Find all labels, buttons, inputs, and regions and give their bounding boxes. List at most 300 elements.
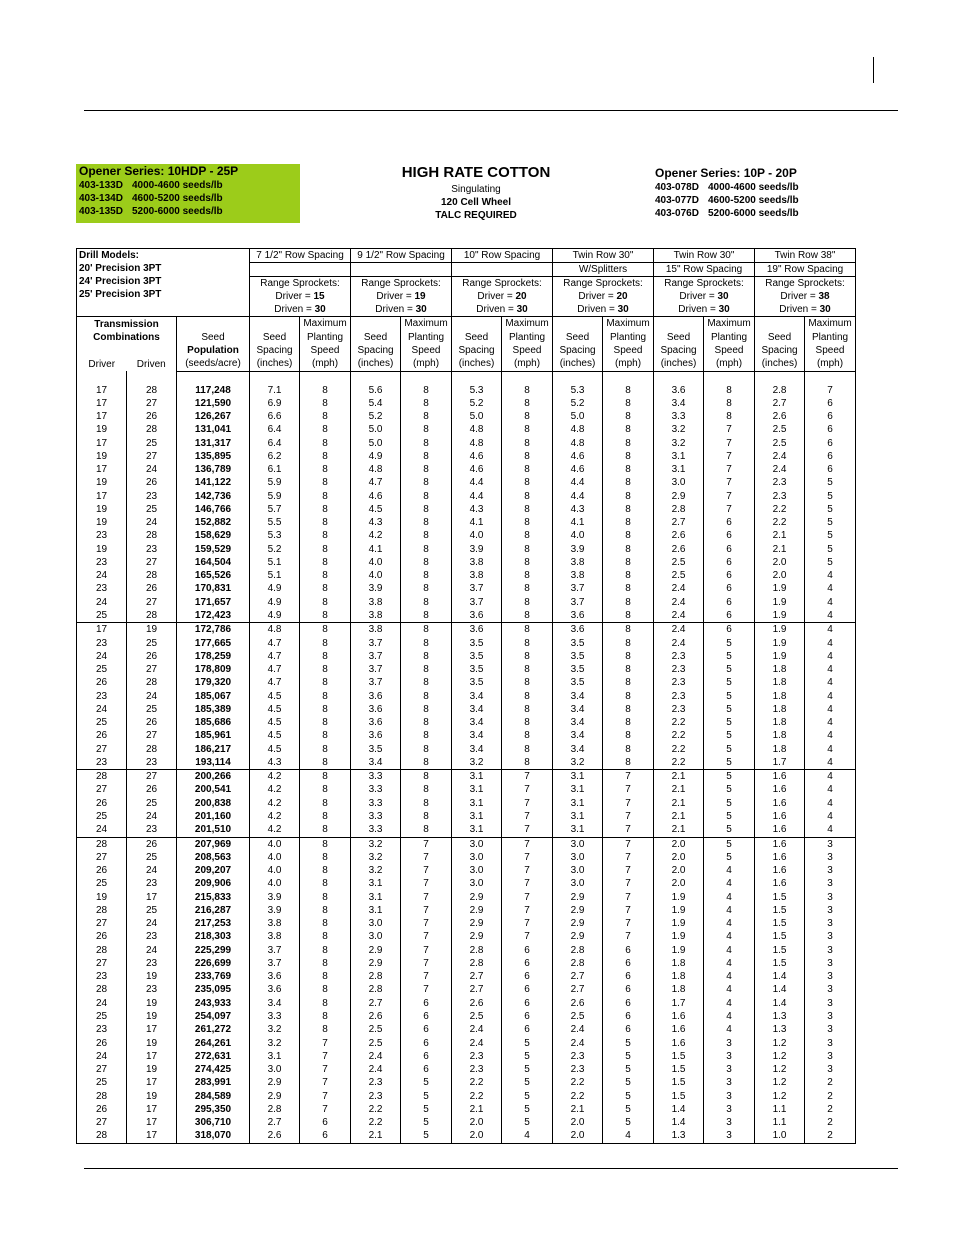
table-row — [77, 997, 856, 1010]
seed-spacing-cell: 1.5 — [654, 1090, 704, 1103]
max-speed-cell: 5 — [603, 1116, 654, 1129]
seed-spacing-cell: 5.2 — [553, 397, 603, 410]
max-speed-cell: 5 — [502, 1090, 553, 1103]
population-cell: 164,504 — [177, 556, 250, 569]
max-speed-cell: 4 — [603, 1129, 654, 1143]
seed-spacing-cell: 2.1 — [755, 543, 805, 556]
seed-spacing-cell: 1.6 — [654, 1010, 704, 1023]
population-cell: 170,831 — [177, 582, 250, 595]
seed-spacing-cell: 6.6 — [250, 410, 300, 423]
max-speed-cell: 8 — [300, 569, 351, 582]
max-speed-cell: 3 — [704, 1063, 755, 1076]
driven-cell: 26 — [127, 783, 177, 796]
max-speed-cell: 8 — [300, 851, 351, 864]
seed-size: 4000-4600 seeds/lb — [132, 180, 223, 191]
driver-cell: 26 — [77, 1037, 127, 1050]
max-speed-cell: 6 — [704, 623, 755, 637]
seed-spacing-cell: 1.9 — [654, 930, 704, 943]
max-speed-cell: 8 — [401, 543, 452, 556]
seed-spacing-cell: 2.8 — [654, 503, 704, 516]
max-speed-cell: 7 — [502, 851, 553, 864]
population-cell: 216,287 — [177, 904, 250, 917]
max-speed-cell: 7 — [704, 490, 755, 503]
table-row — [77, 1050, 856, 1063]
max-speed-cell: 8 — [300, 904, 351, 917]
population-cell: 146,766 — [177, 503, 250, 516]
seed-spacing-cell: 1.4 — [755, 997, 805, 1010]
seed-spacing-cell: 2.2 — [654, 756, 704, 770]
table-row — [77, 729, 856, 742]
seed-spacing-cell: 3.4 — [553, 703, 603, 716]
row-spacing-title: Twin Row 30" — [673, 250, 735, 261]
max-speed-cell: 5 — [603, 1037, 654, 1050]
seed-spacing-cell: 1.1 — [755, 1116, 805, 1129]
max-speed-cell: 7 — [401, 851, 452, 864]
seed-spacing-cell: 2.2 — [452, 1090, 502, 1103]
seed-spacing-cell: 2.0 — [452, 1116, 502, 1129]
drill-models-label: Drill Models: — [79, 250, 140, 261]
max-speed-cell: 7 — [502, 770, 553, 784]
seed-spacing-cell: 2.0 — [654, 837, 704, 851]
seed-spacing-cell: 3.9 — [250, 904, 300, 917]
opener-left-row — [76, 179, 300, 192]
table-row — [77, 797, 856, 810]
part-number: 403-078D — [655, 182, 699, 193]
seed-spacing-cell: 2.1 — [654, 783, 704, 796]
population-cell: 159,529 — [177, 543, 250, 556]
population-cell: 225,299 — [177, 944, 250, 957]
max-speed-cell: 7 — [502, 930, 553, 943]
driven-cell: 27 — [127, 596, 177, 609]
seed-spacing-cell: 4.5 — [250, 703, 300, 716]
driven-cell: 27 — [127, 770, 177, 784]
row-spacing-title: 10" Row Spacing — [463, 250, 541, 261]
max-speed-cell: 4 — [704, 864, 755, 877]
max-speed-cell: 7 — [502, 917, 553, 930]
max-speed-cell: 4 — [704, 877, 755, 890]
table-row — [77, 1103, 856, 1116]
seed-spacing-cell: 3.7 — [250, 957, 300, 970]
seed-spacing-cell: 3.7 — [250, 944, 300, 957]
max-speed-cell: 8 — [603, 716, 654, 729]
table-row — [77, 1129, 856, 1143]
max-speed-cell: 6 — [805, 410, 856, 423]
driver-cell: 19 — [77, 516, 127, 529]
seed-size: 4600-5200 seeds/lb — [132, 193, 223, 204]
seed-spacing-cell: 5.3 — [250, 529, 300, 542]
table-row — [77, 891, 856, 904]
driven-cell: 27 — [127, 556, 177, 569]
max-speed-cell: 5 — [502, 1116, 553, 1129]
max-speed-cell: 5 — [805, 490, 856, 503]
seed-spacing-cell: 4.2 — [250, 770, 300, 784]
driven-cell: 27 — [127, 450, 177, 463]
seed-spacing-cell: 3.2 — [654, 423, 704, 436]
seed-spacing-cell: 3.6 — [351, 703, 401, 716]
seed-spacing-cell: 3.0 — [553, 837, 603, 851]
max-speed-cell: 4 — [805, 609, 856, 623]
population-cell: 226,699 — [177, 957, 250, 970]
table-row — [77, 410, 856, 423]
row-spacing-cell — [553, 249, 654, 317]
driven-cell: 17 — [127, 1129, 177, 1143]
table-row — [77, 623, 856, 637]
seed-spacing-cell: 1.9 — [755, 623, 805, 637]
driven-cell: 24 — [127, 864, 177, 877]
driver-cell: 27 — [77, 917, 127, 930]
driven-cell: 25 — [127, 904, 177, 917]
seed-spacing-cell: 1.2 — [755, 1063, 805, 1076]
seed-spacing-cell: 2.8 — [553, 944, 603, 957]
max-speed-cell: 8 — [300, 877, 351, 890]
max-speed-cell: 4 — [805, 729, 856, 742]
max-speed-cell: 8 — [603, 410, 654, 423]
max-speed-cell: 8 — [502, 582, 553, 595]
seed-spacing-cell: 5.2 — [250, 543, 300, 556]
population-cell: 131,041 — [177, 423, 250, 436]
seed-spacing-cell: 2.4 — [654, 637, 704, 650]
max-speed-cell: 8 — [300, 797, 351, 810]
seed-spacing-cell: 3.7 — [553, 582, 603, 595]
population-cell: 185,067 — [177, 690, 250, 703]
population-cell: 165,526 — [177, 569, 250, 582]
driver-cell: 19 — [77, 450, 127, 463]
population-cell: 142,736 — [177, 490, 250, 503]
bottom-rule — [84, 1168, 898, 1169]
seed-spacing-cell: 3.2 — [654, 437, 704, 450]
max-speed-cell: 8 — [300, 917, 351, 930]
population-cell: 209,207 — [177, 864, 250, 877]
range-sprockets-label: Range Sprockets: — [452, 276, 552, 290]
max-speed-cell: 8 — [300, 837, 351, 851]
driven-cell: 27 — [127, 397, 177, 410]
seed-spacing-cell: 2.8 — [452, 957, 502, 970]
seed-spacing-cell: 1.9 — [755, 596, 805, 609]
seed-spacing-cell: 4.1 — [452, 516, 502, 529]
population-cell: 193,114 — [177, 756, 250, 770]
opener-left-row — [76, 192, 300, 205]
seed-spacing-cell: 1.8 — [755, 663, 805, 676]
driver-cell: 23 — [77, 556, 127, 569]
seed-spacing-cell: 3.4 — [452, 690, 502, 703]
seed-spacing-cell: 1.5 — [755, 930, 805, 943]
page-number-marker — [873, 57, 874, 83]
driver-sprocket: Driver = 38 — [780, 291, 830, 302]
max-speed-cell: 7 — [401, 930, 452, 943]
max-speed-cell: 5 — [502, 1063, 553, 1076]
max-speed-cell: 6 — [805, 437, 856, 450]
max-speed-cell: 7 — [603, 797, 654, 810]
max-speed-cell: 7 — [502, 837, 553, 851]
seed-spacing-cell: 2.0 — [452, 1129, 502, 1143]
table-row — [77, 397, 856, 410]
part-number: 403-077D — [655, 195, 699, 206]
seed-spacing-cell: 4.7 — [250, 637, 300, 650]
max-speed-cell: 6 — [502, 970, 553, 983]
seed-spacing-cell: 4.5 — [250, 729, 300, 742]
max-speed-cell: 6 — [805, 423, 856, 436]
seed-spacing-cell: 4.9 — [250, 582, 300, 595]
max-speed-cell: 8 — [502, 556, 553, 569]
max-speed-cell: 5 — [401, 1129, 452, 1143]
population-cell: 217,253 — [177, 917, 250, 930]
seed-spacing-cell: 1.4 — [755, 970, 805, 983]
population-cell: 233,769 — [177, 970, 250, 983]
max-speed-cell: 7 — [603, 823, 654, 837]
seed-spacing-cell: 2.9 — [553, 891, 603, 904]
drill-model: 25' Precision 3PT — [79, 289, 162, 300]
max-speed-cell: 7 — [401, 864, 452, 877]
driver-cell: 24 — [77, 823, 127, 837]
seed-spacing-cell: 3.5 — [553, 650, 603, 663]
max-speed-cell: 6 — [502, 957, 553, 970]
max-speed-cell: 2 — [805, 1090, 856, 1103]
max-speed-cell: 7 — [603, 851, 654, 864]
seed-spacing-cell: 2.0 — [755, 569, 805, 582]
seed-spacing-cell: 2.6 — [755, 410, 805, 423]
seed-spacing-cell: 3.1 — [654, 450, 704, 463]
driven-cell: 25 — [127, 851, 177, 864]
max-speed-cell: 8 — [603, 596, 654, 609]
seed-spacing-cell: 3.0 — [452, 851, 502, 864]
driver-cell: 26 — [77, 797, 127, 810]
table-row — [77, 384, 856, 397]
seed-spacing-cell: 4.8 — [250, 623, 300, 637]
seed-spacing-cell: 2.4 — [654, 609, 704, 623]
seed-spacing-cell: 1.1 — [755, 1103, 805, 1116]
table-row — [77, 1090, 856, 1103]
seed-spacing-cell: 1.6 — [755, 864, 805, 877]
max-speed-cell: 8 — [502, 516, 553, 529]
seed-spacing-cell: 1.3 — [755, 1023, 805, 1036]
max-speed-cell: 8 — [603, 690, 654, 703]
row-spacing-cell — [452, 249, 553, 317]
driven-cell: 28 — [127, 423, 177, 436]
seed-spacing-cell: 2.6 — [553, 997, 603, 1010]
range-sprockets-label: Range Sprockets: — [351, 276, 451, 290]
max-speed-cell: 5 — [704, 650, 755, 663]
seed-spacing-cell: 2.4 — [654, 623, 704, 637]
max-speed-cell: 6 — [704, 582, 755, 595]
table-row — [77, 609, 856, 623]
max-speed-cell: 8 — [401, 743, 452, 756]
max-speed-cell: 7 — [603, 810, 654, 823]
max-speed-cell: 8 — [502, 637, 553, 650]
seed-spacing-cell: 1.8 — [755, 676, 805, 689]
seed-spacing-cell: 3.4 — [553, 729, 603, 742]
population-cell: 158,629 — [177, 529, 250, 542]
seed-spacing-cell: 1.5 — [755, 904, 805, 917]
opener-right-title: Opener Series: 10P - 20P — [655, 166, 797, 180]
seed-spacing-cell: 2.2 — [351, 1103, 401, 1116]
seed-spacing-cell: 1.9 — [654, 944, 704, 957]
max-speed-cell: 8 — [300, 983, 351, 996]
population-cell: 200,266 — [177, 770, 250, 784]
seed-spacing-cell: 3.6 — [452, 609, 502, 623]
max-speed-cell: 8 — [603, 503, 654, 516]
max-speed-cell: 3 — [805, 837, 856, 851]
driven-cell: 17 — [127, 1116, 177, 1129]
opener-left-row — [76, 205, 300, 218]
seed-spacing-cell: 4.0 — [250, 851, 300, 864]
driven-cell: 23 — [127, 930, 177, 943]
table-row — [77, 476, 856, 489]
driven-cell: 19 — [127, 1037, 177, 1050]
max-speed-cell: 6 — [704, 609, 755, 623]
driven-cell: 23 — [127, 490, 177, 503]
driven-cell: 26 — [127, 410, 177, 423]
row-spacing-cell — [654, 249, 755, 317]
driver-cell: 17 — [77, 623, 127, 637]
population-cell: 200,541 — [177, 783, 250, 796]
max-speed-header: Maximum Planting Speed (mph) — [401, 317, 452, 372]
max-speed-cell: 5 — [704, 743, 755, 756]
max-speed-cell: 5 — [502, 1076, 553, 1089]
driver-cell: 28 — [77, 904, 127, 917]
seed-spacing-cell: 1.6 — [755, 837, 805, 851]
max-speed-cell: 8 — [502, 676, 553, 689]
seed-spacing-cell: 3.5 — [452, 663, 502, 676]
seed-spacing-cell: 4.6 — [351, 490, 401, 503]
seed-spacing-cell: 3.1 — [553, 810, 603, 823]
population-cell: 243,933 — [177, 997, 250, 1010]
range-sprockets-label: Range Sprockets: — [250, 276, 350, 290]
seed-spacing-cell: 3.7 — [351, 676, 401, 689]
seed-spacing-cell: 1.6 — [755, 770, 805, 784]
max-speed-cell: 8 — [401, 450, 452, 463]
seed-spacing-header: Seed Spacing (inches) — [250, 317, 300, 372]
driven-cell: 25 — [127, 797, 177, 810]
row-spacing-title: Twin Row 38" — [774, 250, 836, 261]
max-speed-cell: 8 — [401, 490, 452, 503]
population-cell: 141,122 — [177, 476, 250, 489]
population-cell: 172,423 — [177, 609, 250, 623]
driver-cell: 27 — [77, 851, 127, 864]
seed-spacing-header: Seed Spacing (inches) — [452, 317, 502, 372]
max-speed-cell: 6 — [704, 543, 755, 556]
max-speed-cell: 5 — [502, 1050, 553, 1063]
driver-cell: 25 — [77, 1076, 127, 1089]
seed-spacing-cell: 3.1 — [654, 463, 704, 476]
seed-spacing-cell: 2.4 — [452, 1023, 502, 1036]
seed-spacing-cell: 3.7 — [351, 650, 401, 663]
driven-cell: 28 — [127, 384, 177, 397]
table-row — [77, 450, 856, 463]
max-speed-cell: 4 — [805, 596, 856, 609]
max-speed-cell: 8 — [603, 729, 654, 742]
seed-spacing-cell: 3.6 — [351, 690, 401, 703]
population-cell: 185,686 — [177, 716, 250, 729]
seed-spacing-cell: 3.0 — [654, 476, 704, 489]
page-title: HIGH RATE COTTON — [401, 164, 551, 181]
max-speed-cell: 2 — [805, 1129, 856, 1143]
max-speed-cell: 4 — [805, 756, 856, 770]
seed-spacing-cell: 1.2 — [755, 1037, 805, 1050]
seed-spacing-cell: 5.3 — [553, 384, 603, 397]
seed-spacing-cell: 3.0 — [452, 864, 502, 877]
seed-spacing-cell: 2.8 — [452, 944, 502, 957]
max-speed-cell: 4 — [805, 637, 856, 650]
row-spacing-subtitle: W/Splitters — [553, 262, 653, 276]
max-speed-cell: 8 — [603, 569, 654, 582]
seed-spacing-cell: 7.1 — [250, 384, 300, 397]
seed-spacing-cell: 4.7 — [351, 476, 401, 489]
driver-cell: 23 — [77, 690, 127, 703]
max-speed-cell: 8 — [300, 582, 351, 595]
seed-spacing-cell: 3.4 — [654, 397, 704, 410]
table-row — [77, 1037, 856, 1050]
table-row — [77, 743, 856, 756]
max-speed-cell: 4 — [704, 891, 755, 904]
max-speed-cell: 8 — [603, 423, 654, 436]
seed-spacing-cell: 2.6 — [250, 1129, 300, 1143]
seed-spacing-cell: 3.3 — [351, 810, 401, 823]
max-speed-cell: 8 — [401, 423, 452, 436]
seed-spacing-cell: 3.2 — [553, 756, 603, 770]
table-row — [77, 944, 856, 957]
max-speed-cell: 5 — [704, 837, 755, 851]
driver-cell: 23 — [77, 1023, 127, 1036]
seed-spacing-cell: 2.5 — [755, 423, 805, 436]
seed-spacing-cell: 2.8 — [351, 983, 401, 996]
driven-cell: 28 — [127, 676, 177, 689]
driven-cell: 23 — [127, 823, 177, 837]
seed-spacing-cell: 2.1 — [452, 1103, 502, 1116]
max-speed-cell: 8 — [300, 756, 351, 770]
table-row — [77, 930, 856, 943]
population-cell: 171,657 — [177, 596, 250, 609]
seed-spacing-cell: 5.0 — [351, 423, 401, 436]
seed-spacing-cell: 3.1 — [553, 783, 603, 796]
max-speed-cell: 8 — [603, 676, 654, 689]
table-row — [77, 904, 856, 917]
driver-cell: 27 — [77, 957, 127, 970]
row-spacing-title: 9 1/2" Row Spacing — [357, 250, 445, 261]
max-speed-cell: 8 — [502, 663, 553, 676]
driver-cell: 24 — [77, 569, 127, 582]
max-speed-cell: 8 — [704, 384, 755, 397]
range-sprockets-label: Range Sprockets: — [553, 276, 653, 290]
seed-spacing-cell: 4.8 — [452, 423, 502, 436]
seed-spacing-cell: 3.5 — [553, 676, 603, 689]
seed-spacing-cell: 1.6 — [755, 797, 805, 810]
max-speed-cell: 8 — [603, 543, 654, 556]
max-speed-cell: 6 — [401, 1050, 452, 1063]
table-row — [77, 529, 856, 542]
max-speed-cell: 6 — [704, 569, 755, 582]
table-row — [77, 543, 856, 556]
seed-spacing-cell: 3.3 — [351, 770, 401, 784]
max-speed-cell: 8 — [502, 569, 553, 582]
max-speed-cell: 8 — [603, 516, 654, 529]
seed-spacing-cell: 2.4 — [755, 450, 805, 463]
max-speed-cell: 8 — [401, 397, 452, 410]
seed-spacing-cell: 3.0 — [553, 864, 603, 877]
max-speed-cell: 3 — [704, 1129, 755, 1143]
seed-spacing-cell: 2.8 — [250, 1103, 300, 1116]
seed-spacing-cell: 2.3 — [654, 650, 704, 663]
seed-spacing-cell: 3.7 — [553, 596, 603, 609]
max-speed-cell: 5 — [704, 770, 755, 784]
row-spacing-subtitle: 19" Row Spacing — [755, 262, 855, 276]
seed-spacing-cell: 1.6 — [755, 851, 805, 864]
seed-spacing-cell: 3.4 — [452, 716, 502, 729]
driven-cell: 26 — [127, 837, 177, 851]
driven-cell: 19 — [127, 970, 177, 983]
driver-cell: 28 — [77, 983, 127, 996]
seed-spacing-cell: 2.8 — [755, 384, 805, 397]
driven-cell: 23 — [127, 983, 177, 996]
